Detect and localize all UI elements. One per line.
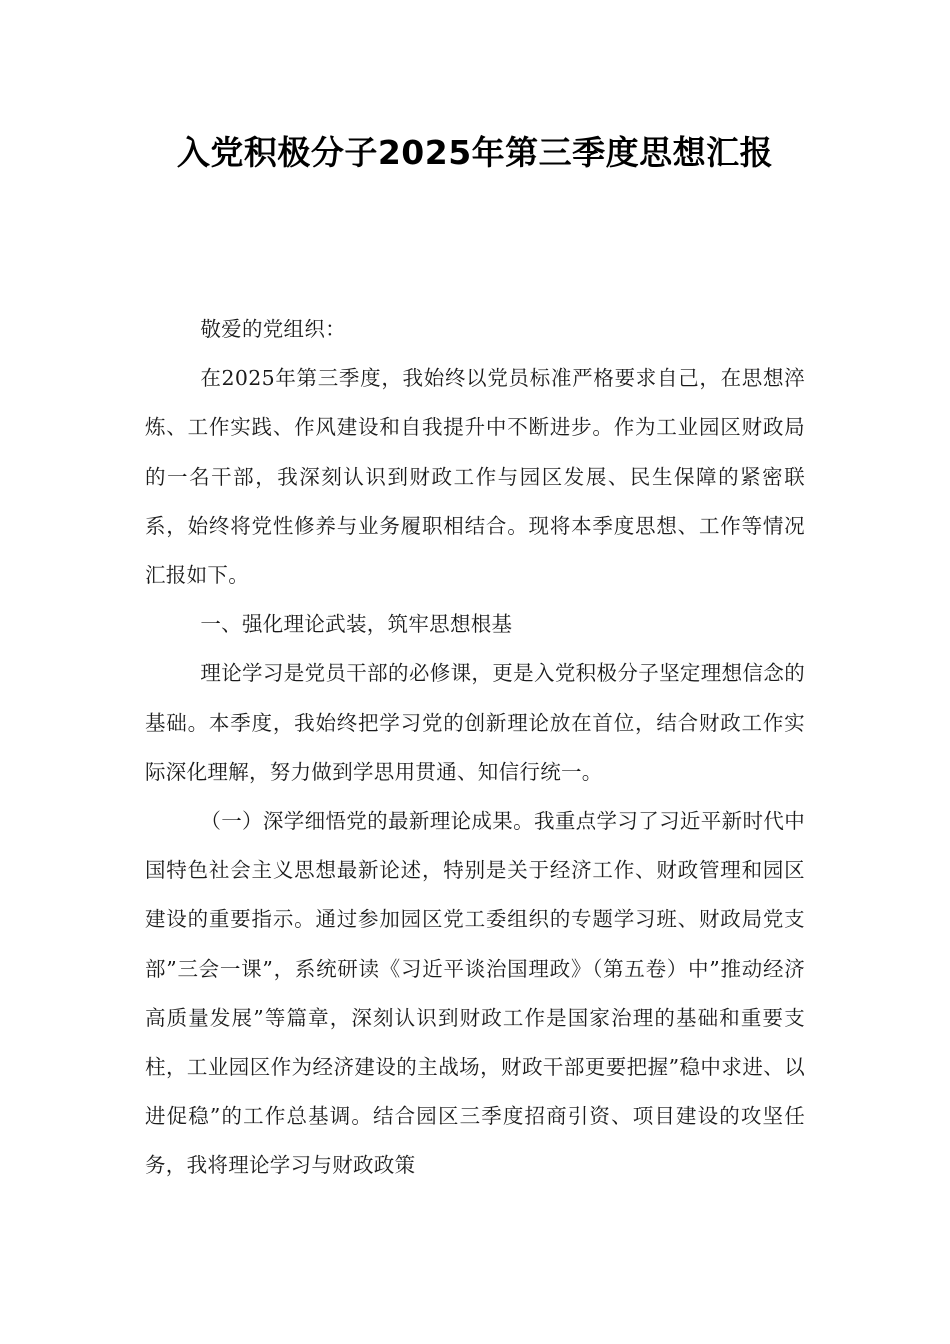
- paragraph-subsection-1: （一）深学细悟党的最新理论成果。我重点学习了习近平新时代中国特色社会主义思想最新论述，特别是关于经济工作、财政管理和园区建设的重要指示。通过参加园区党工委组织的专题学习班、财政局党支部”三会一课”，系统研读《习近平谈治国理政》（第五卷）中”推动经济高质量发展”等篇章，深刻认识到财政工作是国家治理的基础和重要支柱，工业园区作为经济建设的主战场，财政干部更要把握”稳中求进、以进促稳”的工作总基调。结合园区三季度招商引资、项目建设的攻坚任务，我将理论学习与财政政策: [145, 809, 805, 1178]
- section-heading-1: 一、强化理论武装，筑牢思想根基: [200, 612, 513, 637]
- salutation: 敬爱的党组织：: [200, 317, 346, 341]
- document-title: 入党积极分子2025年第三季度思想汇报: [176, 133, 774, 172]
- document-body: [145, 305, 805, 1191]
- paragraph-theory: 理论学习是党员干部的必修课，更是入党积极分子坚定理想信念的基础。本季度，我始终把学习党的创新理论放在首位，结合财政工作实际深化理解，努力做到学思用贯通、知信行统一。: [145, 661, 805, 784]
- paragraph-intro: 在2025年第三季度，我始终以党员标准严格要求自己，在思想淬炼、工作实践、作风建设和自我提升中不断进步。作为工业园区财政局的一名干部，我深刻认识到财政工作与园区发展、民生保障的紧密联系，始终将党性修养与业务履职相结合。现将本季度思想、工作等情况汇报如下。: [145, 366, 805, 588]
